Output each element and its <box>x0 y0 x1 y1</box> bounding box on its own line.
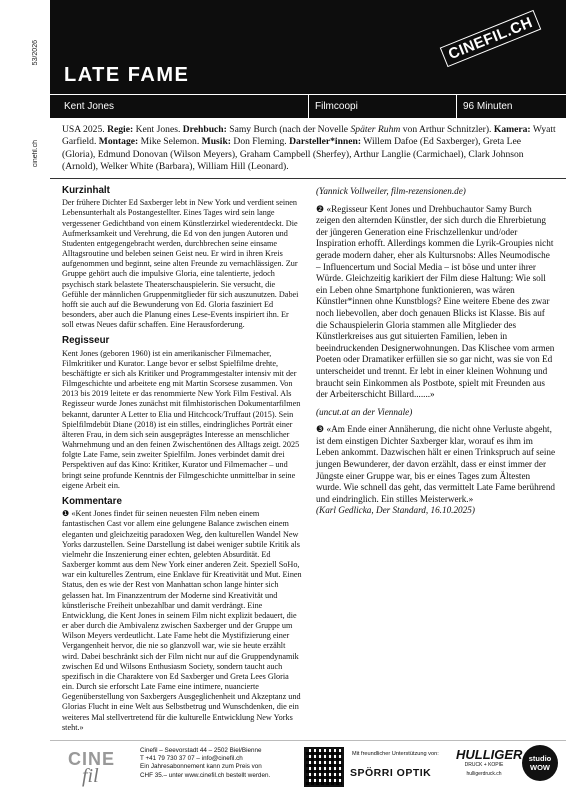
film-title: LATE FAME <box>64 64 190 86</box>
comment-1-text: ❶ «Kent Jones findet für seinen neuesten Film neben einem fantastischen Cast vor allem eine gelungene Balance zwischen einem eleganten und gleichzeitig paradoxen Weg, den kulturellen Wandel New Yorks darzustellen. Seine Darstellung ist dabei weniger subtile Kritik als vielmehr die Inszenierung einer echten, gelebten Absurdität. Ed Saxberger kommt aus dem New York einer anderen Zeit. Speziell SoHo, war ein kulturelles Zentrum, eine Enklave für Kreativität und Mut. Einen Status, den es wie der Rest von Manhattan schon lange hinter sich gelassen hat. Im Finanzzentrum der Moderne sind Kreativität und künstlerische Freiheit unbezahlbar und damit verdrängt. Eine Entwicklung, die Kent Jones in seinem Film nicht explizit bedauert, die er aber durch die Ambivalenz zwischen Saxberger und der Gruppe um Wilson Meyers verdeutlicht. Late Fame hebt die Mystifizierung einer Vergangenheit hervor, die nie so glanzvoll war, wie sie heute erzählt wird. Dabei beschränkt sich der Film nicht nur auf die Gruppendynamik zwischen Ed und Wilsons Enthusiasm Society, sondern taucht auch spezifisch in die Charaktere von Ed Saxberger und Greta Lees Gloria ein. Durch sie erforscht Late Fame eine intimere, nuancierte Gegenüberstellung von Saxbergers Ausgeglichenheit und Akzeptanz und Glorias Flucht in eine Welt aus Selbstbetrug und Wunschdenken, die ein weiteres Mal stellvertretend für die kulturelle Entwicklung New Yorks steht.» <box>62 509 302 732</box>
hulliger-url: hulligerdruck.ch <box>466 771 502 777</box>
cinefil-badge: CINEFIL.CH <box>440 10 542 67</box>
regie-label: Regie: <box>107 124 134 135</box>
musik-label: Musik: <box>201 136 231 148</box>
duration: 96 Minuten <box>456 95 566 118</box>
qr-code-icon[interactable] <box>304 747 344 787</box>
right-column <box>316 186 556 523</box>
logo-cine: CINE <box>68 749 116 769</box>
comment-2-text: ❷ «Regisseur Kent Jones und Drehbuchautor Samy Burch zeigen den alternden Künstler, der sich durch die Ehrerbietung der jüngeren Generation eine Frischzellenkur und/oder Inspiration erhofft. Allerdings kommen die Lyrik-Groupies nicht gerade modern daher, eher als Kultursnobs: Alles Neumodische – Influencertum und Social Media – ist böse und unter ihrer Würde. Gleichzeitig karikiert der Film diese Haltung: Wie soll ein Leben ohne Smartphone funktionieren, was wären Künstler*innen ohne Kunstblogs? Eine weitere Ebene des zwar noch liebevollen, aber doch genauen Blicks ist Klasse. Bis auf die Schauspielerin Gloria stammen alle Mitglieder des Künstlerkreises aus gut situierten Familien, leben in beeindruckenden Designerwohnungen. Das Klischee vom armen Poeten oder Dramatiker erfüllen sie so gar nicht, was sie von Ed unterscheidet und trennt. Er lebt in einer kleinen Wohnung und braucht sein Einkommen als Postbote, spielt mit Freunden aus der Arbeiterschicht Billard.......» <box>316 203 555 400</box>
hulliger-sub: DRUCK + KOPIE <box>464 762 504 768</box>
regisseur-heading: Regisseur <box>62 335 110 347</box>
support-label: Mit freundlicher Unterstützung von: <box>352 751 439 757</box>
left-column <box>62 186 302 733</box>
address-line-2: T +41 79 730 37 07 – info@cinefil.ch <box>140 755 243 763</box>
cinefil-logo <box>64 745 134 791</box>
address-line-1: Cinefil – Seevorstadt 44 – 2502 Biel/Bienne <box>140 747 262 754</box>
side-margin <box>0 0 50 800</box>
montage-label: Montage: <box>98 136 139 148</box>
issue-code: 53/2026 <box>32 40 39 66</box>
footer <box>50 740 566 800</box>
kommentare-heading: Kommentare <box>62 495 122 507</box>
comment-3-source: (Karl Gedlicka, Der Standard, 16.10.2025) <box>316 505 475 516</box>
kurzinhalt-text: Der frühere Dichter Ed Saxberger lebt in New York und verdient seinen Lebensunterhalt als Postangestellter. Eines Tages wird sein lange vergessener Gedichtband von einem Künstlerzirkel wiederentdeckt. Die Aufmerksamkeit und Verehrung, die Ed von den jungen Autoren und Studenten entgegengebracht werden, durchbrechen seine einsame Alltagsroutine und beleben seinen Geist neu. Er wird in ihren Kreis aufgenommen und beginnt, seine alten Freunde zu vernachlässigen. Zur Gruppe gehört auch die impulsive Gloria, eine talentierte, jedoch psychisch stark belastete Theaterschauspielerin. Sie versucht, die Gefühle der männlichen Gruppenmitglieder für sich auszunutzen. Dabei hofft sie auch auf die Bewunderung von Ed. Gloria fasziniert Ed besonders, aber auch die Planung eines Lese-Events inspiriert ihn. Er soll etwas Neues dafür schaffen. Eine Herausforderung. <box>62 198 299 330</box>
sponsor-sporri-optik: SPÖRRI OPTIK <box>350 767 432 779</box>
novelle-title: Später Ruhm <box>350 124 401 135</box>
comment-2-source: (uncut.at an der Viennale) <box>316 406 413 417</box>
comment-3-text: ❸ «Am Ende einer Annäherung, die nicht ohne Verluste abgeht, ist dem einstigen Dichter Saxberger klar, worauf es ihm im Leben ankommt. Dazwischen hält er einen Trinkspruch auf seine jungen Bewunderer, der davon erzählt, dass er einst immer der Jüngste einer Gruppe war, bis er eines Tages zum Ältesten wurde. Wie schnell das geht, das vermittelt Late Fame berührend und eindringlich. Ein stilles Meisterwerk.» <box>316 424 556 504</box>
musik: Don Fleming. <box>233 136 287 148</box>
hulliger-name: HULLIGER <box>456 747 523 762</box>
kurzinhalt-heading: Kurzinhalt <box>62 185 110 196</box>
comment-1-source: (Yannick Vollweiler, film-rezensionen.de) <box>316 186 466 196</box>
info-bar <box>50 94 566 118</box>
drehbuch: Samy Burch (nach der Novelle <box>229 124 349 135</box>
studio-wow-top: studio <box>528 754 552 763</box>
distributor: Filmcoopi <box>308 95 456 118</box>
darsteller-label: Darsteller*innen: <box>289 136 362 148</box>
regisseur-text: Kent Jones (geboren 1960) ist ein amerikanischer Filmemacher, Filmkritiker und Kurator. Lange bevor er selbst Spielfilme drehte, beschäftigte er sich als Kritiker und Programmgestalter intensiv mit der Filmgeschichte und arbeitete eng mit Martin Scorsese zusammen. Von 2013 bis 2019 leitete er das renommierte New York Film Festival. Als Regisseur wurde Jones zunächst mit filmhistorischen Dokumentarfilmen bekannt, darunter A Letter to Elia und Hitchcock/Truffaut (2015). Sein Spielfilmdebüt Diane (2018) ist ein stilles, eindringliches Porträt einer älteren Frau, in dem sich sein ausgeprägtes Interesse an menschlicher Wahrnehmung und an den feinen Zwischentönen des Alltags zeigt. 2025 folgte Late Fame, sein zweiter Spielfilm. Jones verbindet damit drei Perspektiven auf das Kino: Kritiker, Kurator und Filmemacher – und bringt seine profunde Kenntnis der Filmgeschichte unmittelbar in seine eigene Arbeit ein. <box>62 348 301 490</box>
darsteller: Willem Dafoe (Ed Saxberger), Greta Lee (Gloria), Edmund Donovan (Wilson Meyers), Graham Campbell (Sherfey), Arthur Langlie (Carmichael), Clark Johnson (Arnold), Welker White (Barbara), William Hill (Leonard). <box>62 136 524 172</box>
origin: USA 2025. <box>62 124 105 135</box>
address-line-3: Ein Jahresabonnement kann zum Preis von <box>140 763 262 771</box>
kamera: Wyatt Garfield. <box>62 124 556 148</box>
drehbuch-tail: von Arthur Schnitzler). <box>402 124 492 135</box>
credits <box>62 124 556 173</box>
montage: Mike Selemon. <box>140 136 200 148</box>
drehbuch-label: Drehbuch: <box>182 124 227 135</box>
address-block <box>140 747 300 780</box>
side-website: cinefil.ch <box>32 140 39 168</box>
kamera-label: Kamera: <box>493 124 531 135</box>
director: Kent Jones <box>64 101 115 112</box>
studio-wow-bottom: WOW <box>530 763 550 772</box>
sponsor-hulliger <box>456 747 523 777</box>
sponsor-studio-wow <box>522 745 558 781</box>
regie: Kent Jones. <box>135 124 181 135</box>
address-line-4: CHF 35.– unter www.cinefil.ch bestellt werden. <box>140 771 271 779</box>
logo-fil: fil <box>82 765 99 787</box>
header <box>50 0 566 118</box>
divider <box>50 178 566 179</box>
